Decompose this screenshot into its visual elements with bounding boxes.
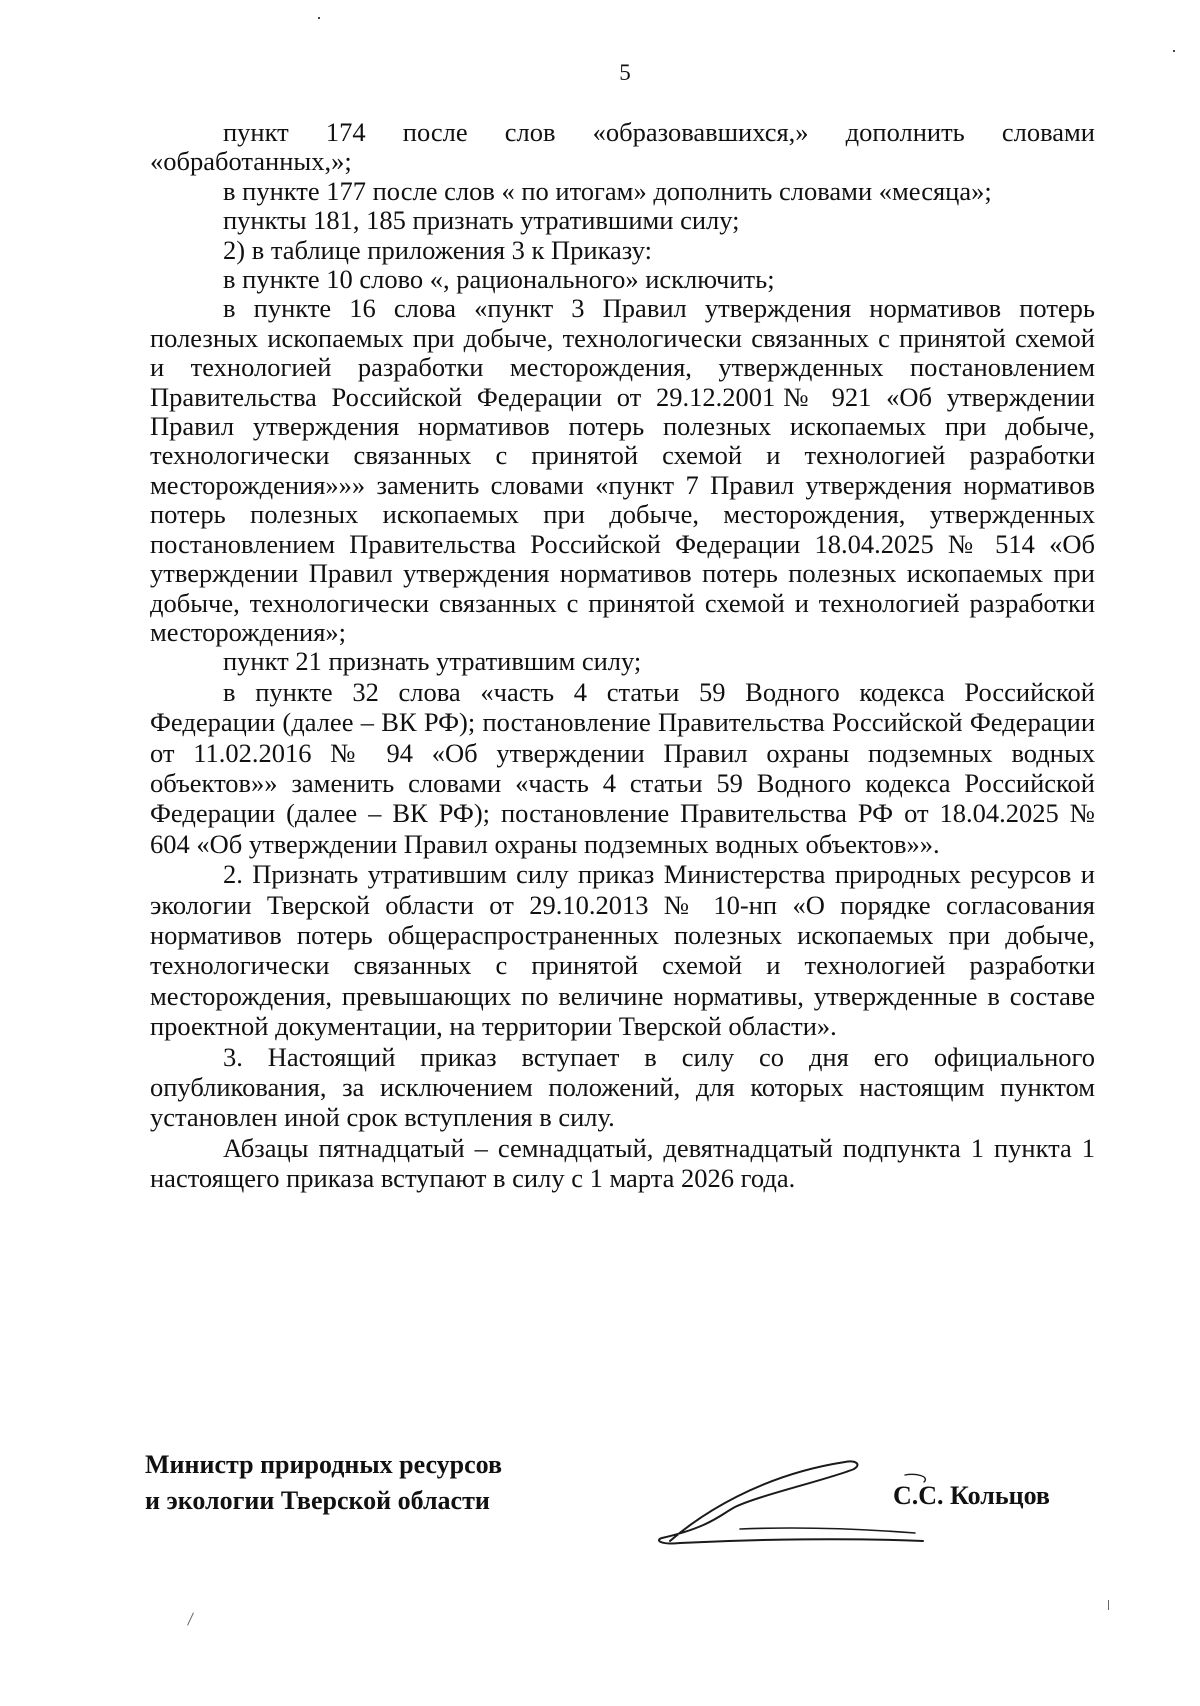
signatory-name: С.С. Кольцов: [893, 1481, 1050, 1510]
paragraph-item-16: в пункте 16 слова «пункт 3 Правил утверждения нормативов потерь полезных ископаемых при добыче, технологически связанных с принятой схемой и технологией разработки месторождения, утвержденных постановлением Правительства Российской Федерации от 29.12.2001№ 921 «Об утверждении Правил утверждения нормативов потерь полезных ископаемых при добыче, технологически связанных с принятой схемой и технологией разработки месторождения»»» заменить словами «пункт 7 Правил утверждения нормативов потерь полезных ископаемых при добыче, месторождения, утвержденных постановлением Правительства Российской Федерации 18.04.2025 № 514 «Об утверждении Правил утверждения нормативов потерь полезных ископаемых при добыче, технологически связанных с принятой схемой и технологией разработки месторождения»;: [150, 293, 1095, 647]
document-body: [150, 118, 1095, 1194]
page-number: 5: [619, 60, 631, 85]
paragraph-item-174: пункт 174 после слов «образовавшихся,» дополнить словами «обработанных,»;: [150, 117, 1095, 177]
paragraph-item-177: в пункте 177 после слов « по итогам» дополнить словами «месяца»;: [223, 175, 992, 206]
paragraph-clause-2: 2. Признать утратившим силу приказ Министерства природных ресурсов и экологии Тверской области от 29.10.2013 № 10-нп «О порядке согласования нормативов потерь общераспространенных полезных ископаемых при добыче, технологически связанных с принятой схемой и технологией разработки месторождения, превышающих по величине нормативы, утвержденные в составе проектной документации, на территории Тверской области».: [150, 859, 1095, 1042]
scan-speck: [1108, 1600, 1109, 1610]
scan-speck: [1173, 50, 1175, 52]
scan-speck: [187, 1612, 194, 1625]
signatory-title-line-2: и экологии Тверской области: [145, 1486, 490, 1515]
signatory-title-line-1: Министр природных ресурсов: [145, 1450, 503, 1479]
paragraph-item-21: пункт 21 признать утратившим силу;: [223, 646, 642, 677]
signatory-title: [145, 1447, 502, 1519]
paragraph-items-181-185: пункты 181, 185 признать утратившими силу;: [223, 205, 740, 236]
paragraph-item-32: в пункте 32 слова «часть 4 статьи 59 Водного кодекса Российской Федерации (далее – ВК РФ); постановление Правительства Российской Федерации от 11.02.2016 № 94 «Об утверждении Правил охраны подземных водных объектов»» заменить словами «часть 4 статьи 59 Водного кодекса Российской Федерации (далее – ВК РФ); постановление Правительства РФ от 18.04.2025 № 604 «Об утверждении Правил охраны подземных водных объектов»».: [150, 676, 1095, 859]
scan-speck: [318, 17, 320, 19]
paragraph-table-appendix-3: 2) в таблице приложения 3 к Приказу:: [223, 234, 652, 265]
paragraph-effective-date: Абзацы пятнадцатый – семнадцатый, девятнадцатый подпункта 1 пункта 1 настоящего приказа вступают в силу с 1 марта 2026 года.: [150, 1132, 1095, 1194]
paragraph-item-10: в пункте 10 слово «, рационального» исключить;: [223, 264, 775, 295]
paragraph-clause-3: 3. Настоящий приказ вступает в силу со дня его официального опубликования, за исключением положений, для которых настоящим пунктом установлен иной срок вступления в силу.: [150, 1041, 1095, 1133]
